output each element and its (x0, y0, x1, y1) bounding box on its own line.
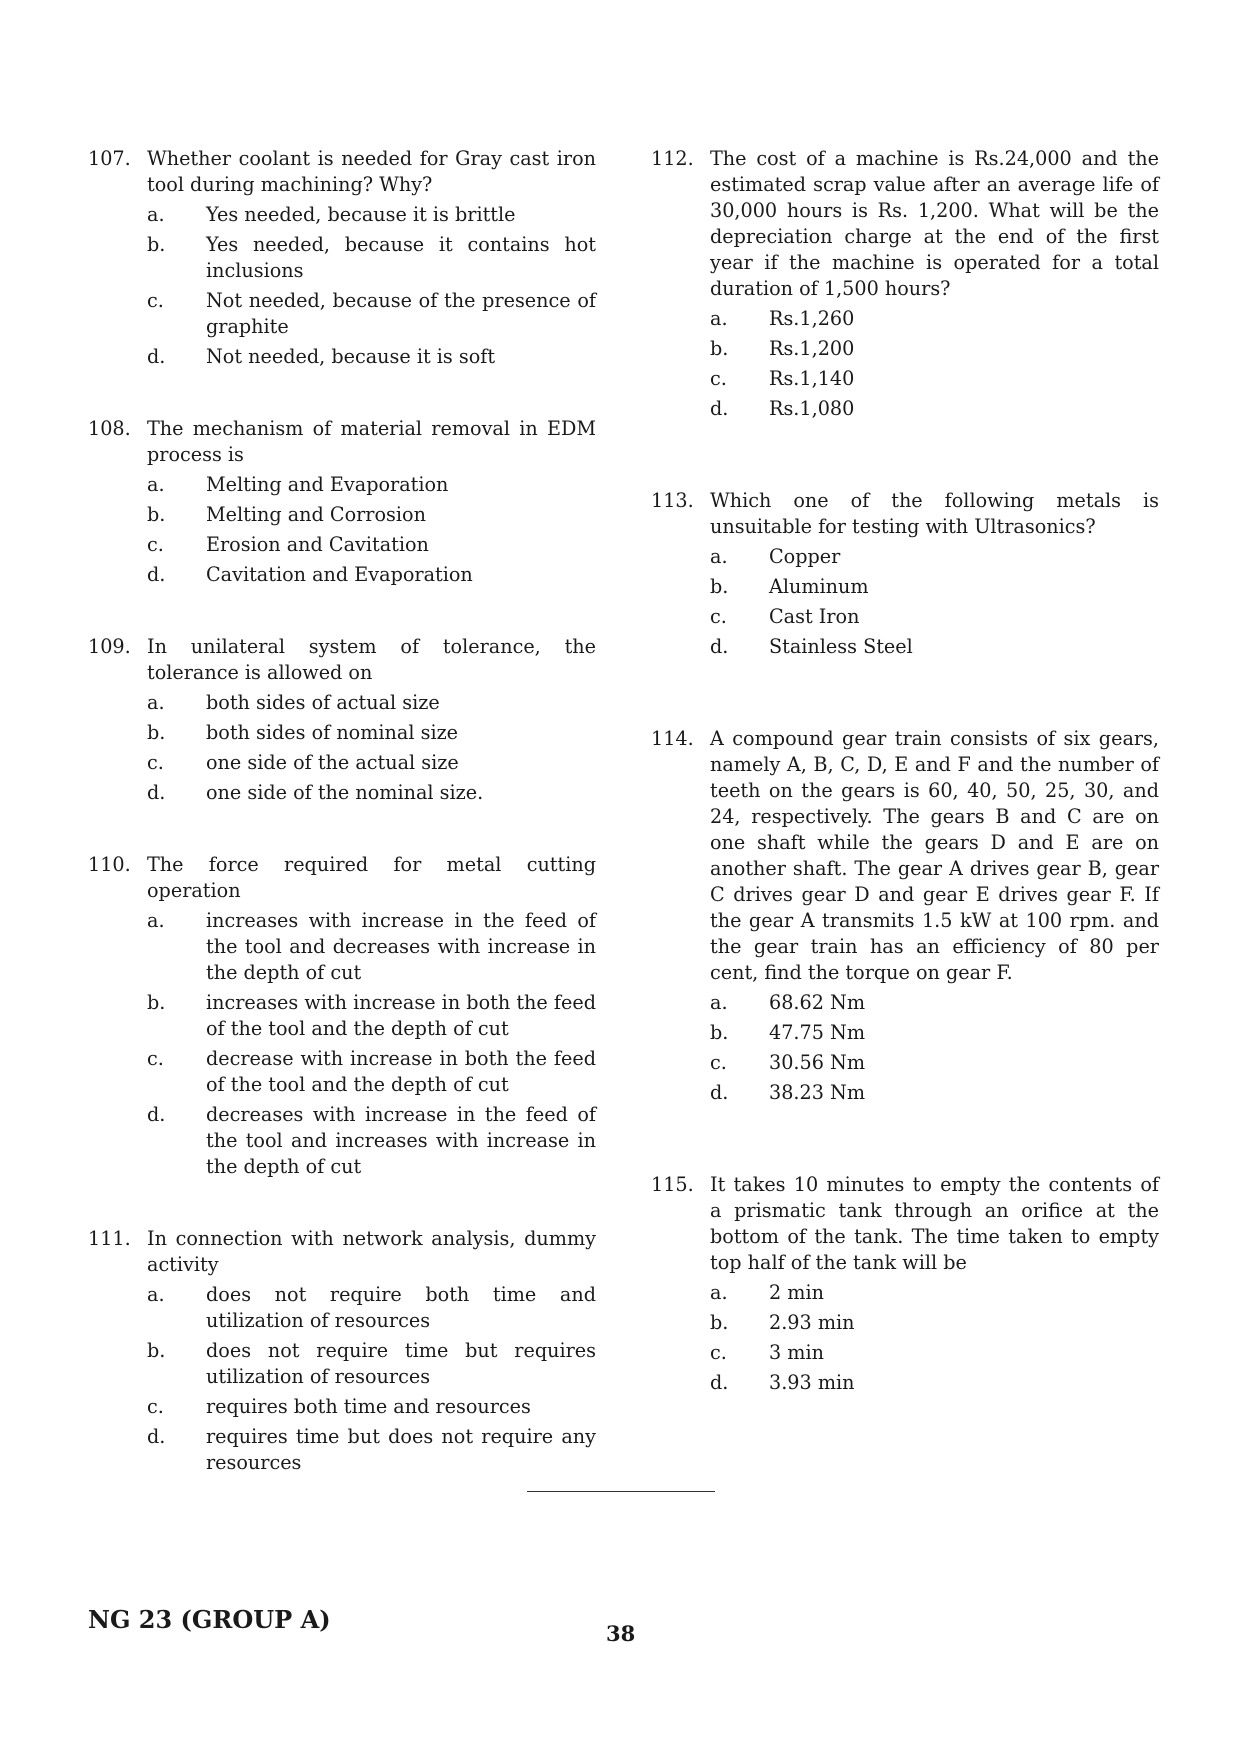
option-label: d. (710, 1081, 729, 1104)
option-label: c. (147, 533, 164, 556)
option-b (147, 990, 596, 1042)
option-d (710, 1370, 1159, 1396)
option-text: 3 min (769, 1341, 824, 1364)
option-label: d. (147, 781, 166, 804)
option-text: Stainless Steel (769, 635, 913, 658)
option-label: b. (710, 337, 729, 360)
question-text: Whether coolant is needed for Gray cast iron tool during machining? Why? (147, 147, 596, 196)
option-c (147, 1394, 596, 1420)
option-b (710, 1020, 1159, 1046)
option-b (147, 1338, 596, 1390)
option-text: 2.93 min (769, 1311, 855, 1334)
option-text: Melting and Corrosion (206, 503, 426, 526)
option-text: one side of the nominal size. (206, 781, 484, 804)
option-label: b. (147, 991, 166, 1014)
option-label: a. (147, 909, 165, 932)
option-a (710, 306, 1159, 332)
option-label: d. (710, 635, 729, 658)
option-label: d. (710, 1371, 729, 1394)
option-b (147, 502, 596, 528)
option-text: Yes needed, because it is brittle (206, 203, 516, 226)
option-label: c. (147, 289, 164, 312)
option-label: b. (710, 1311, 729, 1334)
option-text: 47.75 Nm (769, 1021, 866, 1044)
option-text: requires time but does not require any resources (206, 1425, 596, 1474)
option-label: d. (147, 345, 166, 368)
option-a (147, 202, 596, 228)
option-label: c. (147, 1047, 164, 1070)
option-text: requires both time and resources (206, 1395, 531, 1418)
option-label: c. (147, 1395, 164, 1418)
option-c (710, 1340, 1159, 1366)
question-number: 111. (88, 1227, 131, 1250)
option-a (710, 990, 1159, 1016)
option-text: Rs.1,080 (769, 397, 855, 420)
option-label: a. (147, 203, 165, 226)
question-108 (88, 416, 596, 588)
option-text: increases with increase in both the feed of the tool and the depth of cut (206, 991, 596, 1040)
option-label: d. (147, 563, 166, 586)
question-111 (88, 1226, 596, 1476)
option-text: decreases with increase in the feed of the tool and increases with increase in the depth of cut (206, 1103, 596, 1178)
option-text: both sides of actual size (206, 691, 440, 714)
option-text: Not needed, because it is soft (206, 345, 496, 368)
option-text: 3.93 min (769, 1371, 855, 1394)
question-114 (651, 726, 1159, 1106)
option-b (710, 1310, 1159, 1336)
question-number: 114. (651, 727, 694, 750)
option-text: Cast Iron (769, 605, 860, 628)
option-label: b. (147, 721, 166, 744)
option-d (147, 1424, 596, 1476)
question-112 (651, 146, 1159, 422)
question-text: Which one of the following metals is unsuitable for testing with Ultrasonics? (710, 489, 1159, 538)
option-a (710, 544, 1159, 570)
option-d (147, 780, 596, 806)
option-text: Rs.1,140 (769, 367, 855, 390)
option-label: b. (147, 233, 166, 256)
option-c (710, 604, 1159, 630)
left-column (88, 146, 596, 1476)
question-number: 107. (88, 147, 131, 170)
question-text: In connection with network analysis, dummy activity (147, 1227, 596, 1276)
option-c (710, 1050, 1159, 1076)
option-text: 68.62 Nm (769, 991, 866, 1014)
question-text: The cost of a machine is Rs.24,000 and the estimated scrap value after an average life of 30,000 hours is Rs. 1,200. What will be the depreciation charge at the end of the first year if the machine is operated for a total duration of 1,500 hours? (710, 147, 1159, 300)
option-d (147, 1102, 596, 1180)
option-text: does not require time but requires utilization of resources (206, 1339, 596, 1388)
option-text: one side of the actual size (206, 751, 459, 774)
option-label: d. (710, 397, 729, 420)
option-label: a. (710, 991, 728, 1014)
question-text: It takes 10 minutes to empty the contents of a prismatic tank through an orifice at the bottom of the tank. The time taken to empty top half of the tank will be (710, 1173, 1159, 1274)
option-text: Copper (769, 545, 841, 568)
option-text: 30.56 Nm (769, 1051, 866, 1074)
option-text: 38.23 Nm (769, 1081, 866, 1104)
option-text: Rs.1,260 (769, 307, 855, 330)
option-label: a. (147, 691, 165, 714)
question-110 (88, 852, 596, 1180)
question-text: In unilateral system of tolerance, the tolerance is allowed on (147, 635, 596, 684)
option-a (147, 472, 596, 498)
question-115 (651, 1172, 1159, 1396)
option-label: c. (710, 605, 727, 628)
option-d (147, 562, 596, 588)
option-a (710, 1280, 1159, 1306)
option-label: b. (147, 503, 166, 526)
option-b (710, 336, 1159, 362)
question-109 (88, 634, 596, 806)
option-text: Melting and Evaporation (206, 473, 449, 496)
option-b (147, 720, 596, 746)
question-number: 113. (651, 489, 694, 512)
option-text: 2 min (769, 1281, 824, 1304)
option-label: a. (147, 473, 165, 496)
option-c (147, 750, 596, 776)
option-text: Yes needed, because it contains hot inclusions (206, 233, 596, 282)
option-c (147, 532, 596, 558)
option-label: a. (710, 1281, 728, 1304)
option-c (147, 288, 596, 340)
option-d (147, 344, 596, 370)
question-number: 109. (88, 635, 131, 658)
option-a (147, 1282, 596, 1334)
option-label: d. (147, 1103, 166, 1126)
option-label: c. (147, 751, 164, 774)
option-text: both sides of nominal size (206, 721, 459, 744)
question-text: The mechanism of material removal in EDM process is (147, 417, 596, 466)
option-text: Aluminum (769, 575, 869, 598)
right-column (651, 146, 1159, 1396)
option-text: Rs.1,200 (769, 337, 855, 360)
option-label: a. (710, 307, 728, 330)
question-number: 112. (651, 147, 694, 170)
option-label: c. (710, 367, 727, 390)
option-label: c. (710, 1051, 727, 1074)
option-c (147, 1046, 596, 1098)
question-number: 108. (88, 417, 131, 440)
option-label: b. (710, 575, 729, 598)
option-text: Cavitation and Evaporation (206, 563, 473, 586)
question-text: A compound gear train consists of six gears, namely A, B, C, D, E and F and the number of teeth on the gears is 60, 40, 50, 25, 30, and 24, respectively. The gears B and C are on one shaft while the gears D and E are on another shaft. The gear A drives gear B, gear C drives gear D and gear E drives gear F. If the gear A transmits 1.5 kW at 100 rpm. and the gear train has an efficiency of 80 per cent, find the torque on gear F. (710, 727, 1159, 984)
option-text: Not needed, because of the presence of graphite (206, 289, 596, 338)
option-label: c. (710, 1341, 727, 1364)
paper-code: NG 23 (GROUP A) (88, 1605, 331, 1634)
option-b (710, 574, 1159, 600)
question-113 (651, 488, 1159, 660)
option-d (710, 634, 1159, 660)
question-number: 110. (88, 853, 131, 876)
option-text: decrease with increase in both the feed of the tool and the depth of cut (206, 1047, 596, 1096)
option-a (147, 908, 596, 986)
option-text: Erosion and Cavitation (206, 533, 429, 556)
question-number: 115. (651, 1173, 694, 1196)
option-label: a. (147, 1283, 165, 1306)
option-d (710, 1080, 1159, 1106)
option-a (147, 690, 596, 716)
option-label: b. (710, 1021, 729, 1044)
option-label: b. (147, 1339, 166, 1362)
option-b (147, 232, 596, 284)
page-number: 38 (606, 1621, 636, 1646)
option-text: does not require both time and utilization of resources (206, 1283, 596, 1332)
option-label: d. (147, 1425, 166, 1448)
option-text: increases with increase in the feed of the tool and decreases with increase in the depth of cut (206, 909, 596, 984)
section-divider (527, 1491, 715, 1492)
option-label: a. (710, 545, 728, 568)
option-c (710, 366, 1159, 392)
option-d (710, 396, 1159, 422)
question-text: The force required for metal cutting operation (147, 853, 596, 902)
question-107 (88, 146, 596, 370)
